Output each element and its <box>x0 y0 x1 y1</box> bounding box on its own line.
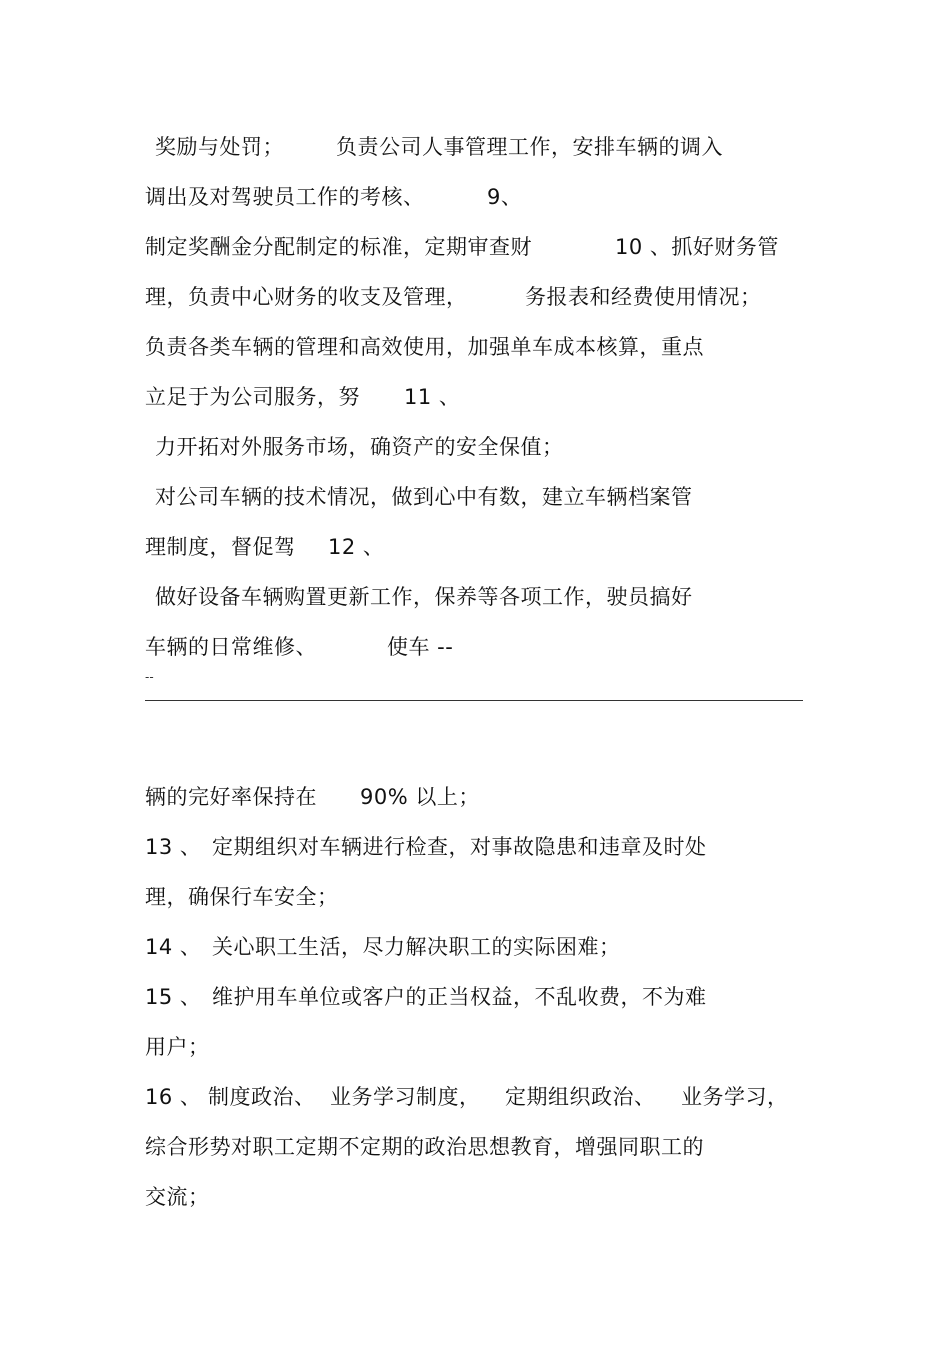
text-line: 16 、 <box>145 1085 202 1109</box>
text-line: 做好设备车辆购置更新工作，保养等各项工作，驶员搞好 <box>155 585 693 609</box>
text-line: 使车 -- <box>387 635 454 659</box>
text-line: 综合形势对职工定期不定期的政治思想教育，增强同职工的 <box>145 1135 704 1159</box>
text-line: 维护用车单位或客户的正当权益，不乱收费，不为难 <box>212 985 707 1009</box>
text-line: 奖励与处罚； <box>155 135 284 159</box>
text-line: 用户； <box>145 1035 210 1059</box>
text-line: 负责各类车辆的管理和高效使用，加强单车成本核算，重点 <box>145 335 704 359</box>
text-line: 理，确保行车安全； <box>145 885 339 909</box>
text-line: 15 、 <box>145 985 202 1009</box>
text-line: 交流； <box>145 1185 210 1209</box>
text-line: 业务学习制度， <box>330 1085 481 1109</box>
text-line: 90% 以上； <box>360 785 480 809</box>
text-line: 关心职工生活，尽力解决职工的实际困难； <box>212 935 621 959</box>
text-line: 制度政治、 <box>208 1085 316 1109</box>
text-line: 理，负责中心财务的收支及管理， <box>145 285 468 309</box>
text-line: 负责公司人事管理工作，安排车辆的调入 <box>336 135 723 159</box>
text-line: 调出及对驾驶员工作的考核、 <box>145 185 425 209</box>
text-line: 业务学习， <box>681 1085 789 1109</box>
page-footer-mark: -- <box>145 670 154 684</box>
text-line: 14 、 <box>145 935 202 959</box>
text-line: 11 、 <box>404 385 461 409</box>
text-line: 对公司车辆的技术情况，做到心中有数，建立车辆档案管 <box>155 485 693 509</box>
text-line: 制定奖酬金分配制定的标准，定期审查财 <box>145 235 532 259</box>
text-line: 12 、 <box>328 535 385 559</box>
page-divider <box>145 700 803 701</box>
text-line: 车辆的日常维修、 <box>145 635 317 659</box>
text-line: 13 、 <box>145 835 202 859</box>
text-line: 9、 <box>487 185 523 209</box>
text-line: 10 、抓好财务管 <box>615 235 779 259</box>
text-line: 务报表和经费使用情况； <box>525 285 762 309</box>
text-line: 辆的完好率保持在 <box>145 785 317 809</box>
text-line: 立足于为公司服务，努 <box>145 385 360 409</box>
text-line: 定期组织政治、 <box>505 1085 656 1109</box>
text-line: 理制度，督促驾 <box>145 535 296 559</box>
text-line: 定期组织对车辆进行检查，对事故隐患和违章及时处 <box>212 835 707 859</box>
text-line: 力开拓对外服务市场，确资产的安全保值； <box>155 435 564 459</box>
